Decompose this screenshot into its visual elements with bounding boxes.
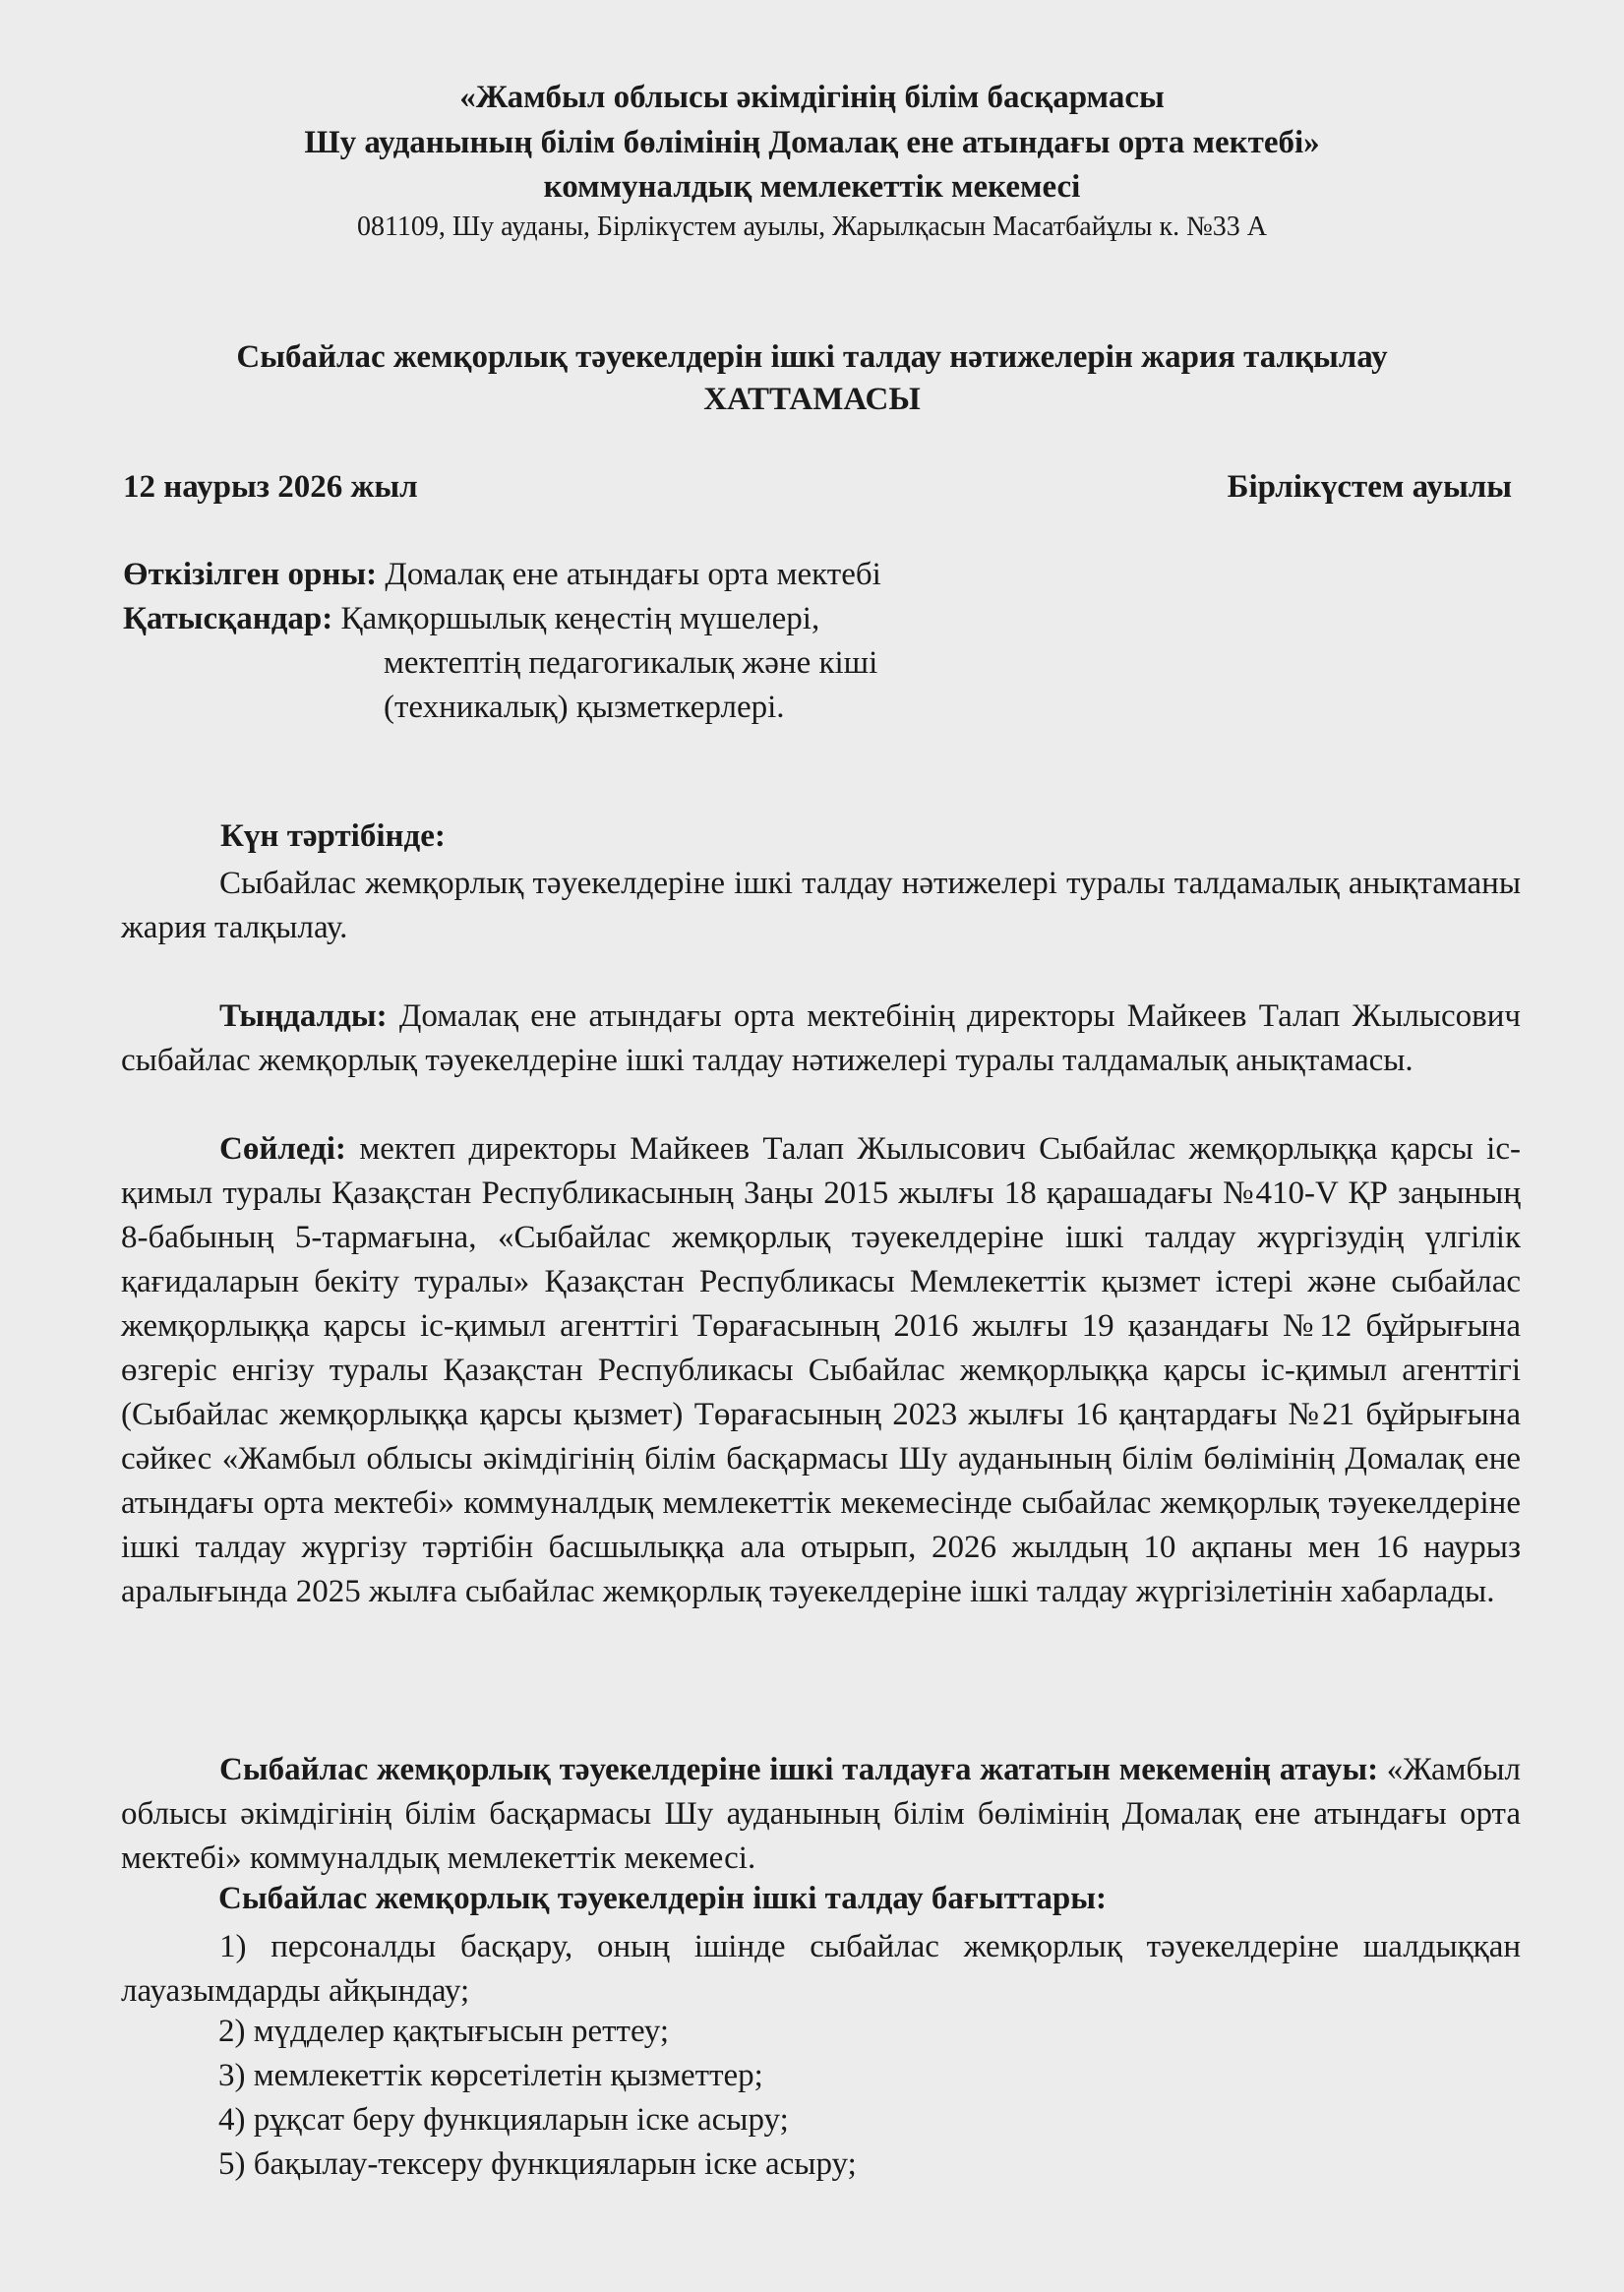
participants-line-2: мектептің педагогикалық және кіші [384,645,878,681]
protocol-date: 12 наурыз 2026 жыл [123,469,418,505]
org-paragraph [121,1748,1521,1881]
spoke-paragraph [121,1127,1521,1614]
direction-item-1: 1) персоналды басқару, оның ішінде сыбайлас жемқорлық тәуекелдеріне шалдыққан лауазымдарды айқындау; [121,1929,1521,2009]
agenda-label: Күн тәртібінде: [220,818,446,854]
header-line-2: Шу ауданының білім бөлімінің Домалақ ене атындағы орта мектебі» [304,125,1320,160]
dateline [123,469,1512,506]
protocol-place: Бірлікүстем ауылы [1227,469,1512,505]
direction-item-5: 5) бақылау-тексеру функцияларын іске асыру; [218,2146,857,2182]
spoke-text: мектеп директоры Майкеев Талап Жылысович Сыбайлас жемқорлыққа қарсы іс-қимыл туралы Қазақстан Республикасының Заңы 2015 жылғы 18 қарашадағы №410-V ҚР заңының 8-бабының 5-тармағына, «Сыбайлас жемқорлық тәуекелдеріне ішкі талдау жүргізудің үлгілік қағидаларын бекіту туралы» Қазақстан Республикасы Мемлекеттік қызмет істері және сыбайлас жемқорлыққа қарсы іс-қимыл агенттігі Төрағасының 2016 жылғы 19 қазандағы №12 бұйрығына өзгеріс енгізу туралы Қазақстан Республикасы Сыбайлас жемқорлыққа қарсы іс-қимыл агенттігі (Сыбайлас жемқорлыққа қарсы қызмет) Төрағасының 2023 жылғы 16 қаңтардағы №21 бұйрығына сәйкес «Жамбыл облысы әкімдігінің білім басқармасы Шу ауданының білім бөлімінің Домалақ ене атындағы орта мектебі» коммуналдық мемлекеттік мекемесінде сыбайлас жемқорлық тәуекелдеріне ішкі талдау жүргізу тәртібін басшылыққа ала отырып, 2026 жылдың 10 ақпаны мен 16 наурыз аралығында 2025 жылға сыбайлас жемқорлық тәуекелдеріне ішкі талдау жүргізілетінін хабарлады. [121,1131,1521,1609]
org-label: Сыбайлас жемқорлық тәуекелдеріне ішкі талдауға жататын мекеменің атауы: [219,1752,1379,1787]
agenda-text: Сыбайлас жемқорлық тәуекелдеріне ішкі талдау нәтижелері туралы талдамалық анықтаманы жария талқылау. [121,866,1521,945]
venue-line [123,557,881,593]
direction-item-4: 4) рұқсат беру функцияларын іске асыру; [218,2102,789,2138]
heard-paragraph [121,995,1521,1083]
venue-value: Домалақ ене атындағы орта мектебі [377,557,881,592]
participants-label: Қатысқандар: [123,601,333,636]
participants-line-1: Қамқоршылық кеңестің мүшелері, [332,601,820,636]
title-line-2: ХАТТАМАСЫ [703,382,921,417]
org-text: «Жамбыл облысы әкімдігінің білім басқармасы Шу ауданының білім бөлімінің Домалақ ене атындағы орта мектебі» коммуналдық мемлекеттік мекемесі. [121,1752,1521,1876]
header-line-1: «Жамбыл облысы әкімдігінің білім басқармасы [459,80,1165,115]
header-line-3: коммуналдық мемлекеттік мекемесі [543,169,1081,205]
title-line-1: Сыбайлас жемқорлық тәуекелдерін ішкі талдау нәтижелерін жария талқылау [236,339,1388,375]
spoke-label: Сөйледі: [219,1131,346,1167]
participants-line [123,601,819,637]
venue-label: Өткізілген орны: [123,557,378,592]
heard-text: Домалақ ене атындағы орта мектебінің директоры Майкеев Талап Жылысович сыбайлас жемқорлық тәуекелдеріне ішкі талдау нәтижелері туралы талдамалық анықтамасы. [121,998,1521,1078]
heard-label: Тыңдалды: [219,998,388,1034]
directions-label: Сыбайлас жемқорлық тәуекелдерін ішкі талдау бағыттары: [218,1881,1108,1916]
header-address: 081109, Шу ауданы, Бірлікүстем ауылы, Жарылқасын Масатбайұлы к. №33 А [356,211,1268,242]
direction-item-3: 3) мемлекеттік көрсетілетін қызметтер; [218,2058,763,2093]
participants-line-3: (техникалық) қызметкерлері. [384,690,785,725]
direction-item-2: 2) мүдделер қақтығысын реттеу; [218,2014,670,2049]
